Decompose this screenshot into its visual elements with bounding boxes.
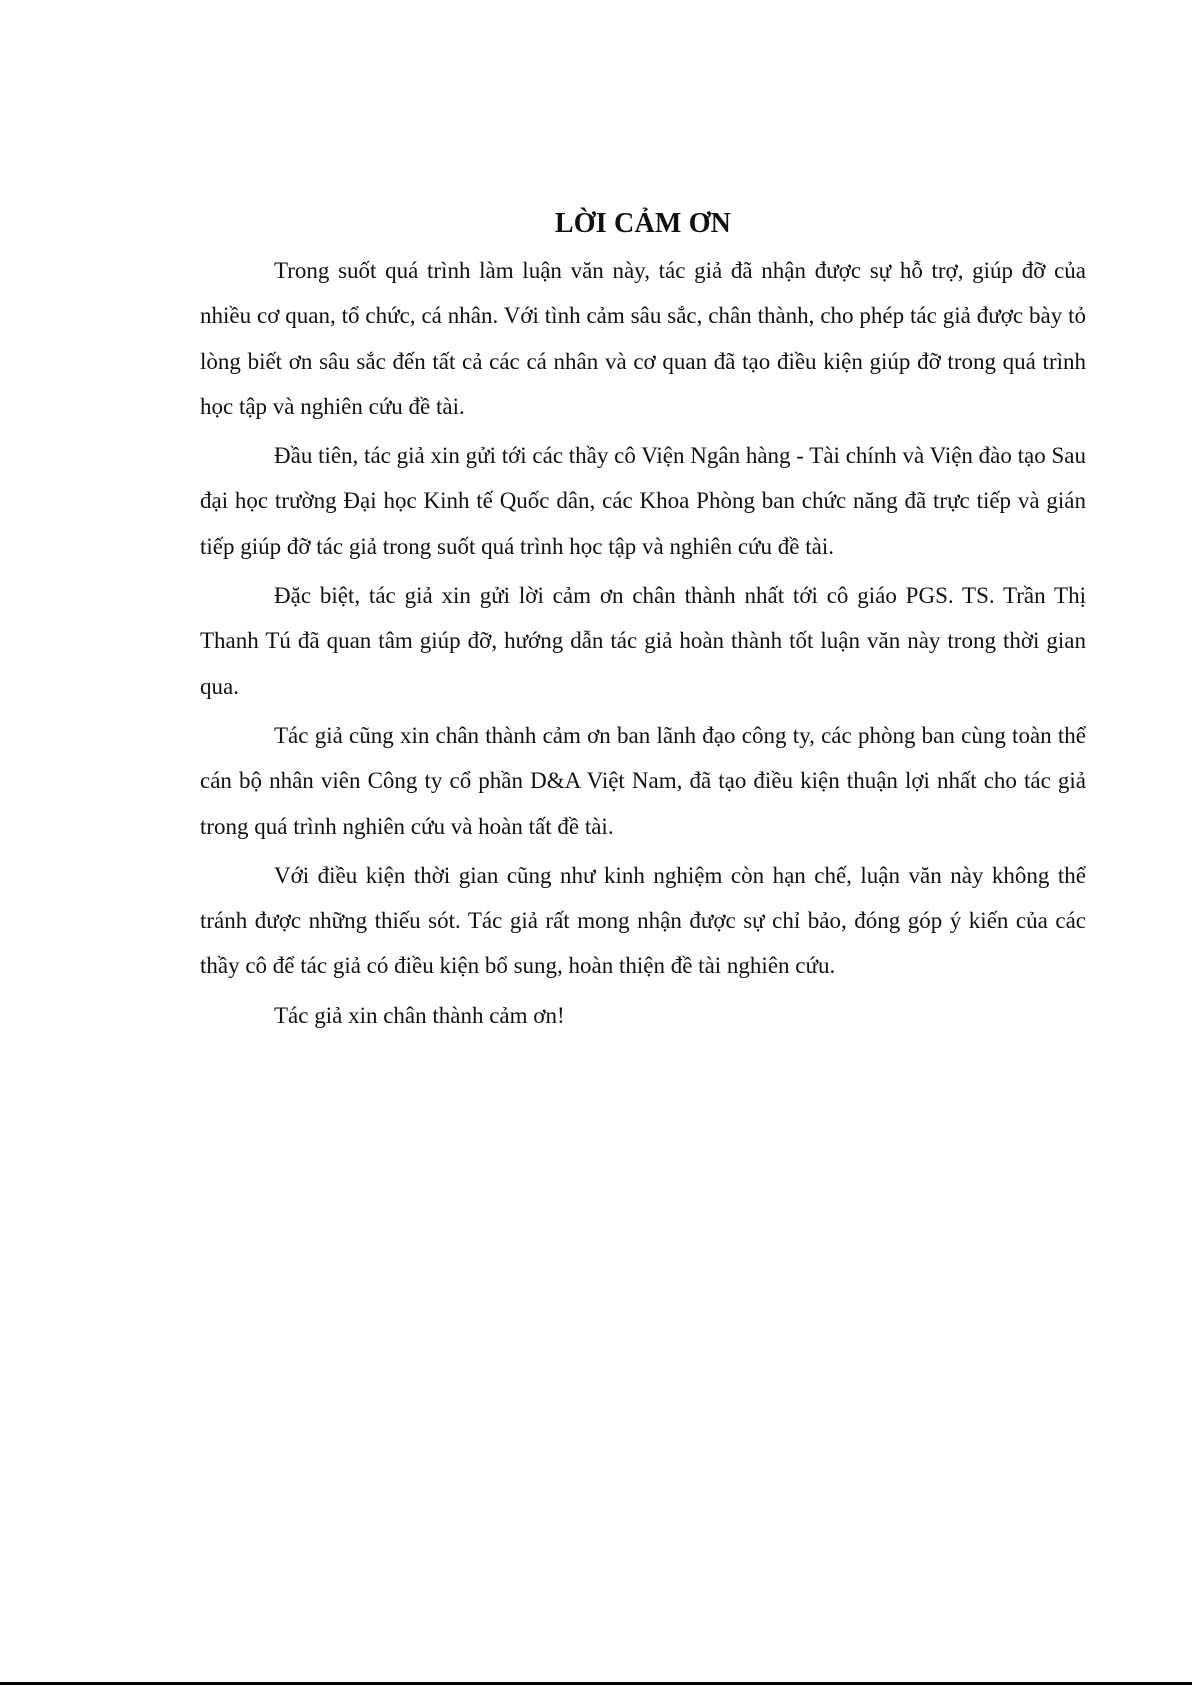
paragraph-supervisor: Đặc biệt, tác giả xin gửi lời cảm ơn chân thành nhất tới cô giáo PGS. TS. Trần Thị Thanh Tú đã quan tâm giúp đỡ, hướng dẫn tác giả hoàn thành tốt luận văn này trong thời gian qua. bbox=[200, 583, 1086, 699]
paragraph-closing: Tác giả xin chân thành cảm ơn! bbox=[274, 1002, 565, 1028]
paragraph-institutes: Đầu tiên, tác giả xin gửi tới các thầy cô Viện Ngân hàng - Tài chính và Viện đào tạo Sau đại học trường Đại học Kinh tế Quốc dân, các Khoa Phòng ban chức năng đã trực tiếp và gián tiếp giúp đỡ tác giả trong suốt quá trình học tập và nghiên cứu đề tài. bbox=[200, 443, 1086, 559]
acknowledgement-section bbox=[200, 200, 1086, 1042]
paragraph-company: Tác giả cũng xin chân thành cảm ơn ban lãnh đạo công ty, các phòng ban cùng toàn thể cán bộ nhân viên Công ty cổ phần D&A Việt Nam, đã tạo điều kiện thuận lợi nhất cho tác giả trong quá trình nghiên cứu và hoàn tất đề tài. bbox=[200, 722, 1086, 839]
page-title: LỜI CẢM ƠN bbox=[554, 208, 732, 239]
paragraph-limitations: Với điều kiện thời gian cũng như kinh nghiệm còn hạn chế, luận văn này không thể tránh được những thiếu sót. Tác giả rất mong nhận được sự chỉ bảo, đóng góp ý kiến của các thầy cô để tác giả có điều kiện bổ sung, hoàn thiện đề tài nghiên cứu. bbox=[200, 862, 1086, 979]
paragraph-intro: Trong suốt quá trình làm luận văn này, tác giả đã nhận được sự hỗ trợ, giúp đỡ của nhiều cơ quan, tổ chức, cá nhân. Với tình cảm sâu sắc, chân thành, cho phép tác giả được bày tỏ lòng biết ơn sâu sắc đến tất cả các cá nhân và cơ quan đã tạo điều kiện giúp đỡ trong quá trình học tập và nghiên cứu đề tài. bbox=[200, 258, 1086, 419]
